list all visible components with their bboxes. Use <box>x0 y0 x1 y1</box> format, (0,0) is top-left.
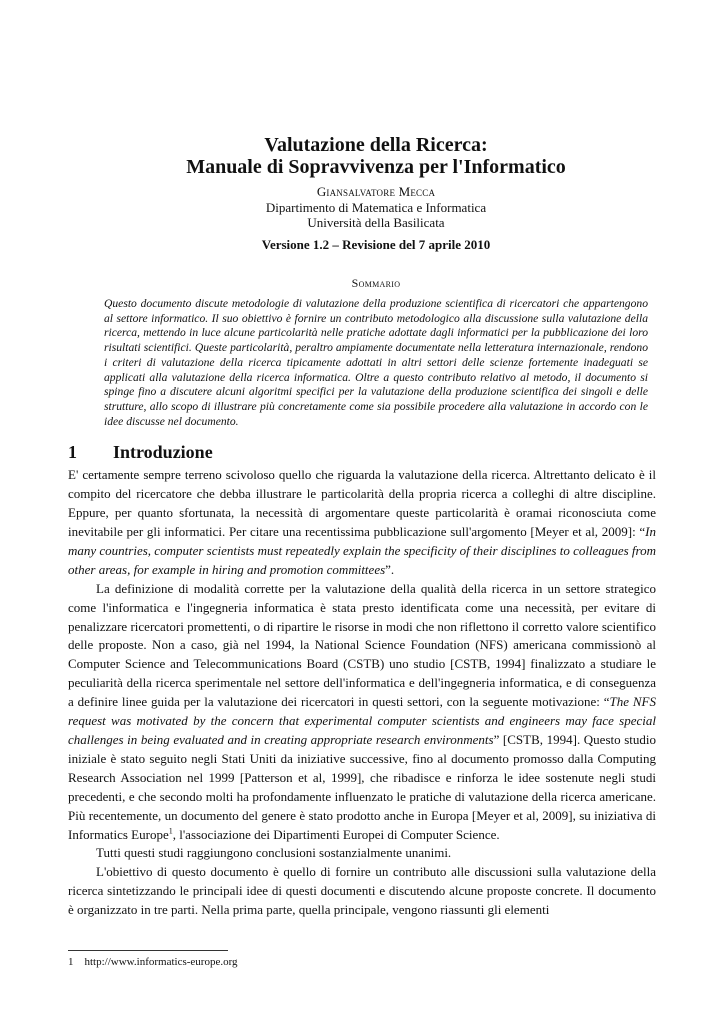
paragraph-1 <box>68 466 656 579</box>
paragraph-1-end: ”. <box>385 561 395 577</box>
quote-nfs: The NFS request was motivated by the concern that experimental computer scientists and engineers may face special challenges in being evaluated and in creating appropriate research environments <box>68 694 656 748</box>
footnote-link[interactable]: http://www.informatics-europe.org <box>84 956 238 968</box>
paper-title <box>96 134 656 178</box>
affiliation-line-2: Università della Basilicata <box>307 215 445 230</box>
footnote-number: 1 <box>68 956 74 968</box>
affiliation-line-1: Dipartimento di Matematica e Informatica <box>265 200 487 215</box>
version-info: Versione 1.2 – Revisione del 7 aprile 2010 <box>261 237 491 252</box>
section-body <box>68 466 656 920</box>
paragraph-4: L'obiettivo di questo documento è quello di fornire un contributo alle discussioni sulla valutazione della ricerca sintetizzando le principali idee di questi documenti e discutendo alcune proposte concrete. Il documento è organizzato in tre parti. Nella prima parte, quella principale, vengono riassunti gli elementi <box>68 864 656 918</box>
abstract-text: Questo documento discute metodologie di valutazione della produzione scientifica di ricercatori che appartengono al settore informatico. Il suo obiettivo è fornire un contributo metodologico alla discussione sulla valutazione della ricerca, mettendo in luce alcune particolarità nelle pratiche adottate dagli informatici per la pubblicazione dei loro risultati scientifici. Queste particolarità, peraltro ampiamente documentate nella letteratura internazionale, rendono i criteri di valutazione della ricerca tipicamente adottati in altri settori delle scienze fortemente inadeguati se applicati alla valutazione della ricerca informatica. Oltre a questo contributo relativo al metodo, il documento si spinge fino a discutere alcuni algoritmi specifici per la valutazione della produzione scientifica dei singoli e delle strutture, allo scopo di illustrare più concretamente come sia possibile procedere alla valutazione in accordo con le idee discusse nel documento. <box>104 297 648 428</box>
footnote-ref[interactable]: 1 <box>168 826 173 836</box>
title-line-1: Valutazione della Ricerca: <box>264 134 488 156</box>
section-title: Introduzione <box>113 442 213 463</box>
paragraph-3: Tutti questi studi raggiungono conclusioni sostanzialmente unanimi. <box>96 845 452 861</box>
section-heading <box>68 442 656 463</box>
quote-meyer: In many countries, computer scientists must repeatedly explain the specificity of their disciplines to colleagues from other areas, for example in hiring and promotion committees <box>68 524 656 577</box>
paragraph-1-text: E' certamente sempre terreno scivoloso quello che riguarda la valutazione della ricerca. Altrettanto delicato è il compito del ricercatore che debba illustrare le particolarità della propria ricerca a colleghi di altre discipline. Eppure, per quanto sfortunata, la necessità di argomentare queste particolarità è oramai riconosciuta come inevitabile per gli informatici. Per citare una recentissima pubblicazione sull'argomento [Meyer et al, 2009]: “ <box>68 467 656 540</box>
section-number: 1 <box>68 442 77 463</box>
paragraph-2-text-cont: ” [CSTB, 1994]. Questo studio iniziale è stato seguito negli Stati Uniti da iniziative successive, fino al documento promosso dalla Computing Research Association nel 1999 [Patterson et al, 1999], che ribadisce e rinforza le idee sostenute negli studi precedenti, e che secondo molti ha profondamente influenzato le pratiche di valutazione della ricerca americane. Più recentemente, un documento del genere è stato prodotto anche in Europa [Meyer et al, 2009], su iniziativa di Informatics Europe <box>68 732 656 842</box>
abstract-heading: Sommario <box>351 276 401 290</box>
footnote <box>68 955 238 969</box>
author-name: Giansalvatore Mecca <box>316 184 436 199</box>
paragraph-2-text: La definizione di modalità corrette per la valutazione della qualità della ricerca in un settore strategico come l'informatica e l'ingegneria informatica è stata presto identificata come una necessità, per evitare di penalizzare ricercatori promettenti, o di ripartire le risorse in modi che non riflettono il corretto valore scientifico delle proposte. Non a caso, già nel 1994, la National Science Foundation (NFS) americana commissionò al Computer Science and Telecommunications Board (CSTB) uno studio [CSTB, 1994] finalizzato a studiare le peculiarità della ricerca sperimentale nel settore dell'informatica e dell'ingegneria informatica, e di conseguenza a definire linee guida per la valutazione dei ricercatori in questi settori, con la seguente motivazione: “ <box>68 580 656 710</box>
paper-page <box>68 134 656 920</box>
footnote-divider <box>68 950 228 951</box>
paragraph-2-end: , l'associazione dei Dipartimenti Europei di Computer Science. <box>172 826 500 842</box>
title-line-2: Manuale di Sopravvivenza per l'Informatico <box>186 156 566 178</box>
paragraph-2 <box>68 580 656 845</box>
